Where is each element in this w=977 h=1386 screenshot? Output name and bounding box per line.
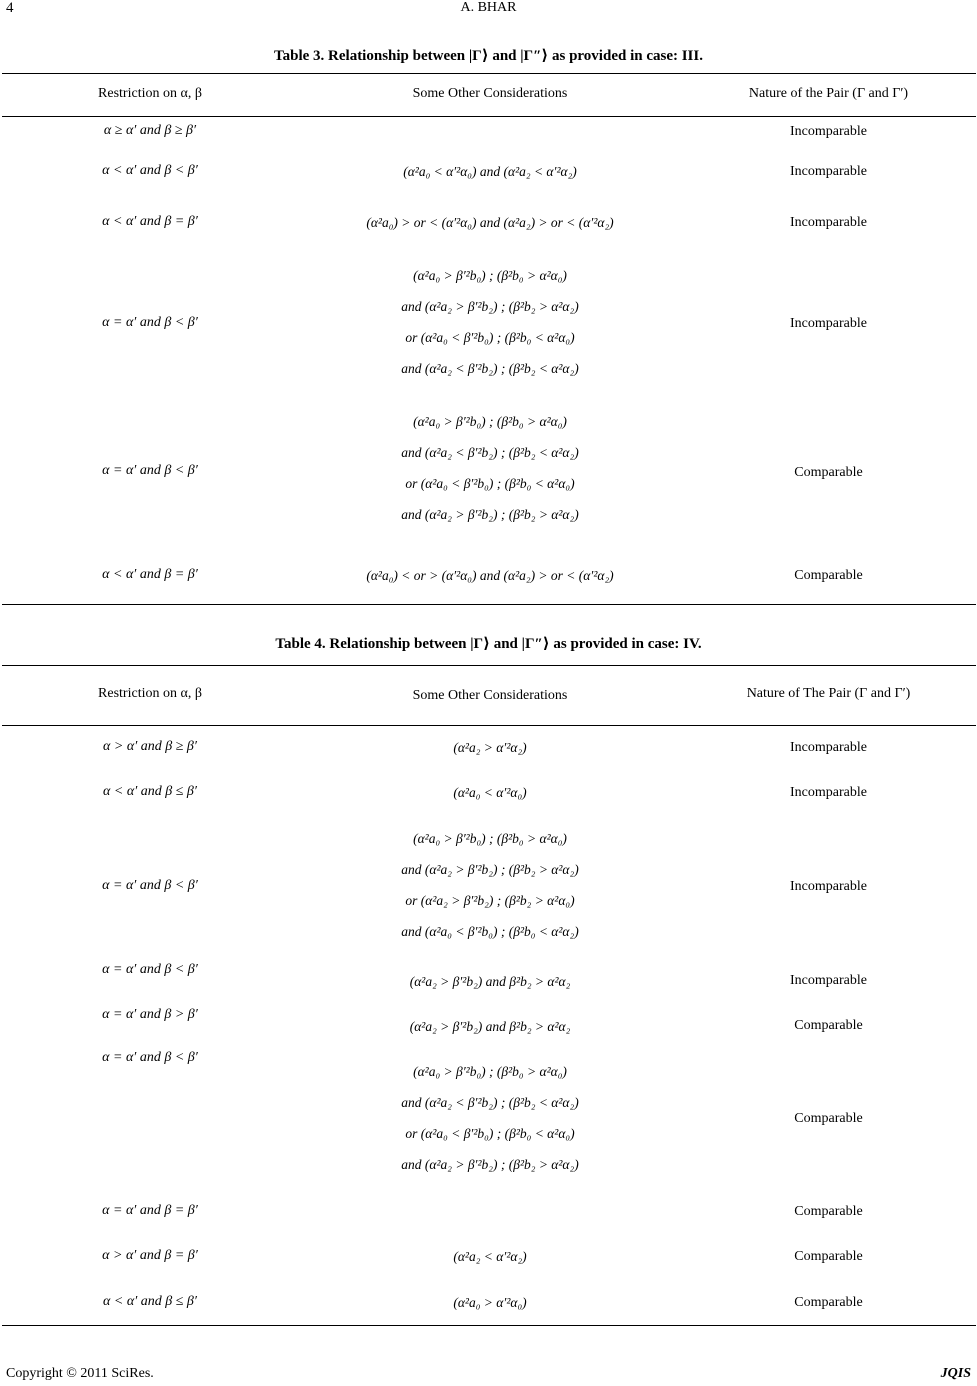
consideration-line: (α²a₀ < α′²α₀) <box>453 785 527 800</box>
table4-col-considerations: Some Other Considerations <box>412 688 568 703</box>
consideration-line: and (α²a₂ < β′²b₂) ; (β²b₂ < α²α₂) <box>401 445 579 460</box>
consideration-line: (α²a₂ > β′²b₂) and β²b₂ > α²α₂ <box>409 974 571 989</box>
table4-bottom-rule <box>2 1325 976 1326</box>
consideration-line: (α²a₀ > β′²b₀) ; (β²b₀ > α²α₀) <box>413 414 567 429</box>
table3-top-rule <box>2 73 976 74</box>
consideration-line: (α²a₀) > or < (α′²α₀) and (α²a₂) > or < (α′²α₂) <box>366 215 614 230</box>
table4-top-rule <box>2 665 976 666</box>
consideration-line: and (α²a₂ > β′²b₂) ; (β²b₂ > α²α₂) <box>401 1157 579 1172</box>
table4-col-restriction: Restriction on α, β <box>98 686 202 701</box>
nature-cell: Incomparable <box>790 973 867 988</box>
copyright: Copyright © 2011 SciRes. <box>6 1366 154 1381</box>
consideration-line: and (α²a₂ > β′²b₂) ; (β²b₂ > α²α₂) <box>401 299 579 314</box>
consideration-line: (α²a₀ > β′²b₀) ; (β²b₀ > α²α₀) <box>413 1064 567 1079</box>
table3-header-rule <box>2 116 976 117</box>
journal-name: JQIS <box>940 1366 971 1381</box>
consideration-line: and (α²a₂ < β′²b₂) ; (β²b₂ < α²α₂) <box>401 1095 579 1110</box>
nature-cell: Comparable <box>794 1249 863 1264</box>
consideration-line: or (α²a₀ < β′²b₀) ; (β²b₀ < α²α₀) <box>405 1126 575 1141</box>
consideration-line: or (α²a₀ < β′²b₀) ; (β²b₀ < α²α₀) <box>405 476 575 491</box>
nature-cell: Incomparable <box>790 879 867 894</box>
consideration-line: (α²a₂ > α′²α₂) <box>453 740 527 755</box>
table3-caption: Table 3. Relationship between |Γ⟩ and |Γ″⟩ as provided in case: III. <box>273 48 703 64</box>
nature-cell: Incomparable <box>790 785 867 800</box>
consideration-line: (α²a₀ > β′²b₀) ; (β²b₀ > α²α₀) <box>413 268 567 283</box>
consideration-line: and (α²a₀ < β′²b₀) ; (β²b₀ < α²α₂) <box>401 924 579 939</box>
table4-header-rule <box>2 725 976 726</box>
nature-cell: Comparable <box>794 568 863 583</box>
consideration-line: or (α²a₀ < β′²b₀) ; (β²b₀ < α²α₀) <box>405 330 575 345</box>
restriction-cell: α = α′ and β = β′ <box>102 1203 198 1218</box>
restriction-cell: α = α′ and β < β′ <box>102 878 198 893</box>
consideration-line: (α²a₂ < α′²α₂) <box>453 1249 527 1264</box>
restriction-cell: α ≥ α′ and β ≥ β′ <box>103 123 197 138</box>
restriction-cell: α = α′ and β < β′ <box>102 962 198 977</box>
consideration-line: and (α²a₂ > β′²b₂) ; (β²b₂ > α²α₂) <box>401 862 579 877</box>
table4-caption: Table 4. Relationship between |Γ⟩ and |Γ″⟩ as provided in case: IV. <box>275 636 702 652</box>
restriction-cell: α = α′ and β > β′ <box>102 1007 198 1022</box>
page-number: 4 <box>6 0 14 16</box>
table3-col-nature: Nature of the Pair (Γ and Γ′) <box>748 86 909 101</box>
table3-col-restriction: Restriction on α, β <box>98 86 202 101</box>
nature-cell: Comparable <box>794 1018 863 1033</box>
table4-col-nature: Nature of The Pair (Γ and Γ′) <box>746 686 911 701</box>
running-author: A. BHAR <box>460 0 517 15</box>
consideration-line: or (α²a₂ > β′²b₂) ; (β²b₂ > α²α₀) <box>405 893 575 908</box>
restriction-cell: α < α′ and β < β′ <box>102 163 198 178</box>
restriction-cell: α = α′ and β < β′ <box>102 1050 198 1065</box>
restriction-cell: α < α′ and β ≤ β′ <box>103 784 197 799</box>
table3-bottom-rule <box>2 604 976 605</box>
restriction-cell: α < α′ and β = β′ <box>102 567 198 582</box>
restriction-cell: α < α′ and β = β′ <box>102 214 198 229</box>
restriction-cell: α > α′ and β = β′ <box>102 1248 198 1263</box>
restriction-cell: α = α′ and β < β′ <box>102 463 198 478</box>
table3-col-considerations: Some Other Considerations <box>412 86 568 101</box>
restriction-cell: α > α′ and β ≥ β′ <box>103 739 197 754</box>
nature-cell: Incomparable <box>790 316 867 331</box>
consideration-line: (α²a₀ > β′²b₀) ; (β²b₀ > α²α₀) <box>413 831 567 846</box>
nature-cell: Comparable <box>794 1295 863 1310</box>
nature-cell: Incomparable <box>790 124 867 139</box>
nature-cell: Comparable <box>794 1204 863 1219</box>
consideration-line: (α²a₀) < or > (α′²α₀) and (α²a₂) > or < (α′²α₂) <box>366 568 614 583</box>
nature-cell: Incomparable <box>790 740 867 755</box>
consideration-line: (α²a₀ > α′²α₀) <box>453 1295 527 1310</box>
consideration-line: (α²a₂ > β′²b₂) and β²b₂ > α²α₂ <box>409 1019 571 1034</box>
restriction-cell: α = α′ and β < β′ <box>102 315 198 330</box>
nature-cell: Incomparable <box>790 215 867 230</box>
consideration-line: and (α²a₂ < β′²b₂) ; (β²b₂ < α²α₂) <box>401 361 579 376</box>
consideration-line: (α²a₀ < α′²α₀) and (α²a₂ < α′²α₂) <box>403 164 577 179</box>
nature-cell: Incomparable <box>790 164 867 179</box>
restriction-cell: α < α′ and β ≤ β′ <box>103 1294 197 1309</box>
consideration-line: and (α²a₂ > β′²b₂) ; (β²b₂ > α²α₂) <box>401 507 579 522</box>
nature-cell: Comparable <box>794 465 863 480</box>
nature-cell: Comparable <box>794 1111 863 1126</box>
